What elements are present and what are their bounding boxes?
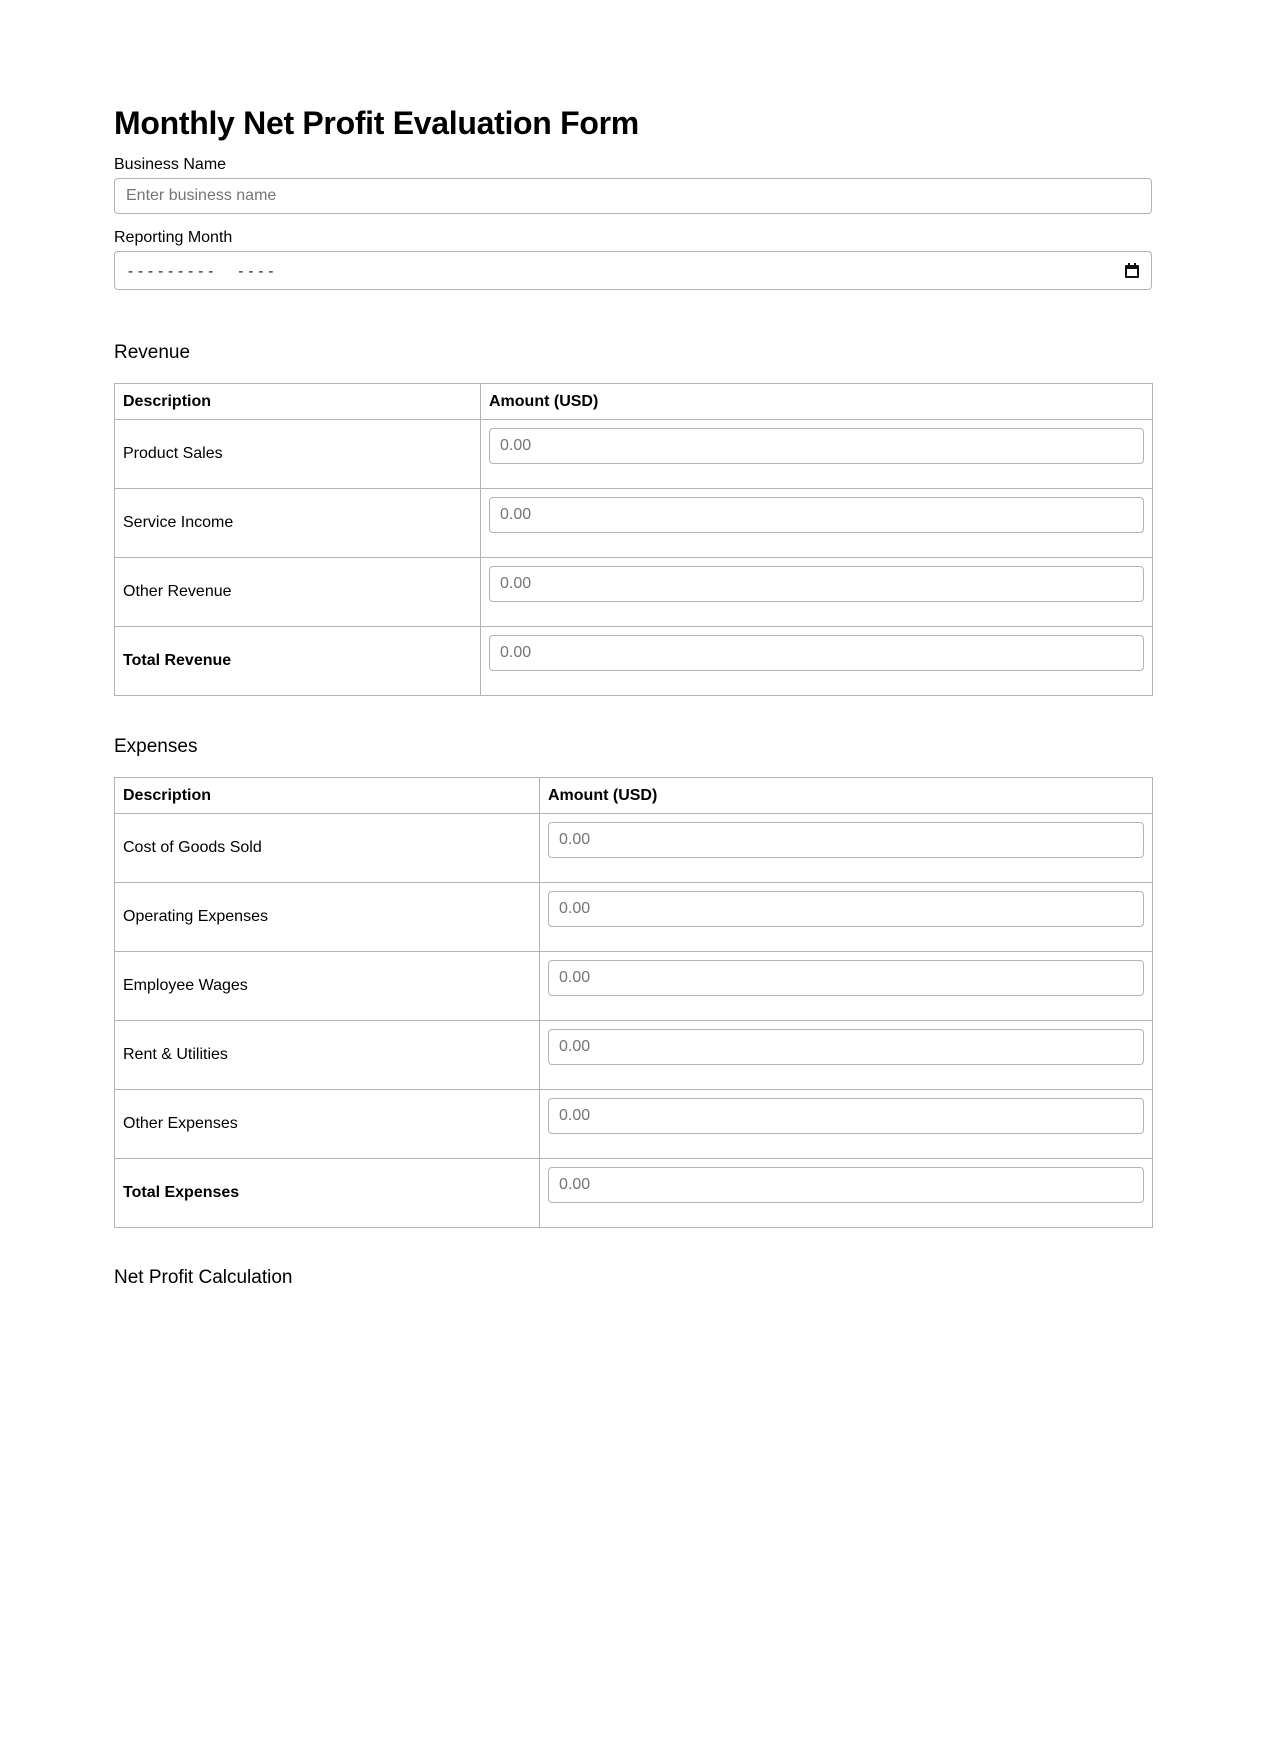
row-label-total-expenses: Total Expenses [115, 1159, 540, 1228]
amount-cell [540, 1159, 1153, 1228]
amount-cell [481, 420, 1153, 489]
rent-utilities-input[interactable] [548, 1029, 1144, 1065]
row-label-rent-utilities: Rent & Utilities [115, 1021, 540, 1090]
revenue-heading: Revenue [114, 342, 191, 363]
table-row [115, 883, 1153, 952]
table-row [115, 814, 1153, 883]
reporting-month-input[interactable] [114, 251, 1152, 290]
page-title: Monthly Net Profit Evaluation Form [114, 105, 639, 141]
amount-cell [540, 883, 1153, 952]
revenue-table [114, 383, 1153, 696]
table-header-row [115, 778, 1153, 814]
row-label-operating-expenses: Operating Expenses [115, 883, 540, 952]
column-header-amount: Amount (USD) [540, 778, 1153, 814]
table-row [115, 1090, 1153, 1159]
column-header-description: Description [115, 384, 481, 420]
cost-of-goods-sold-input[interactable] [548, 822, 1144, 858]
row-label-cost-of-goods-sold: Cost of Goods Sold [115, 814, 540, 883]
form-page [114, 98, 1152, 1290]
amount-cell [540, 1090, 1153, 1159]
calendar-icon[interactable] [1125, 263, 1139, 278]
other-revenue-input[interactable] [489, 566, 1144, 602]
reporting-month-label: Reporting Month [114, 229, 233, 246]
table-row [115, 1159, 1153, 1228]
amount-cell [540, 814, 1153, 883]
column-header-amount: Amount (USD) [481, 384, 1153, 420]
row-label-product-sales: Product Sales [115, 420, 481, 489]
row-label-employee-wages: Employee Wages [115, 952, 540, 1021]
total-revenue-input[interactable] [489, 635, 1144, 671]
amount-cell [481, 489, 1153, 558]
operating-expenses-input[interactable] [548, 891, 1144, 927]
employee-wages-input[interactable] [548, 960, 1144, 996]
product-sales-input[interactable] [489, 428, 1144, 464]
table-header-row [115, 384, 1153, 420]
table-row [115, 420, 1153, 489]
row-label-total-revenue: Total Revenue [115, 627, 481, 696]
table-row [115, 1021, 1153, 1090]
expenses-heading: Expenses [114, 736, 198, 757]
business-name-label: Business Name [114, 156, 227, 173]
table-row [115, 952, 1153, 1021]
table-row [115, 489, 1153, 558]
other-expenses-input[interactable] [548, 1098, 1144, 1134]
table-row [115, 558, 1153, 627]
row-label-other-expenses: Other Expenses [115, 1090, 540, 1159]
amount-cell [540, 1021, 1153, 1090]
business-name-input[interactable] [114, 178, 1152, 214]
net-profit-heading: Net Profit Calculation [114, 1267, 293, 1288]
amount-cell [481, 627, 1153, 696]
reporting-month-mask: --------- ---- [126, 261, 277, 280]
total-expenses-input[interactable] [548, 1167, 1144, 1203]
table-row [115, 627, 1153, 696]
service-income-input[interactable] [489, 497, 1144, 533]
row-label-service-income: Service Income [115, 489, 481, 558]
amount-cell [481, 558, 1153, 627]
amount-cell [540, 952, 1153, 1021]
expenses-table [114, 777, 1153, 1228]
row-label-other-revenue: Other Revenue [115, 558, 481, 627]
column-header-description: Description [115, 778, 540, 814]
